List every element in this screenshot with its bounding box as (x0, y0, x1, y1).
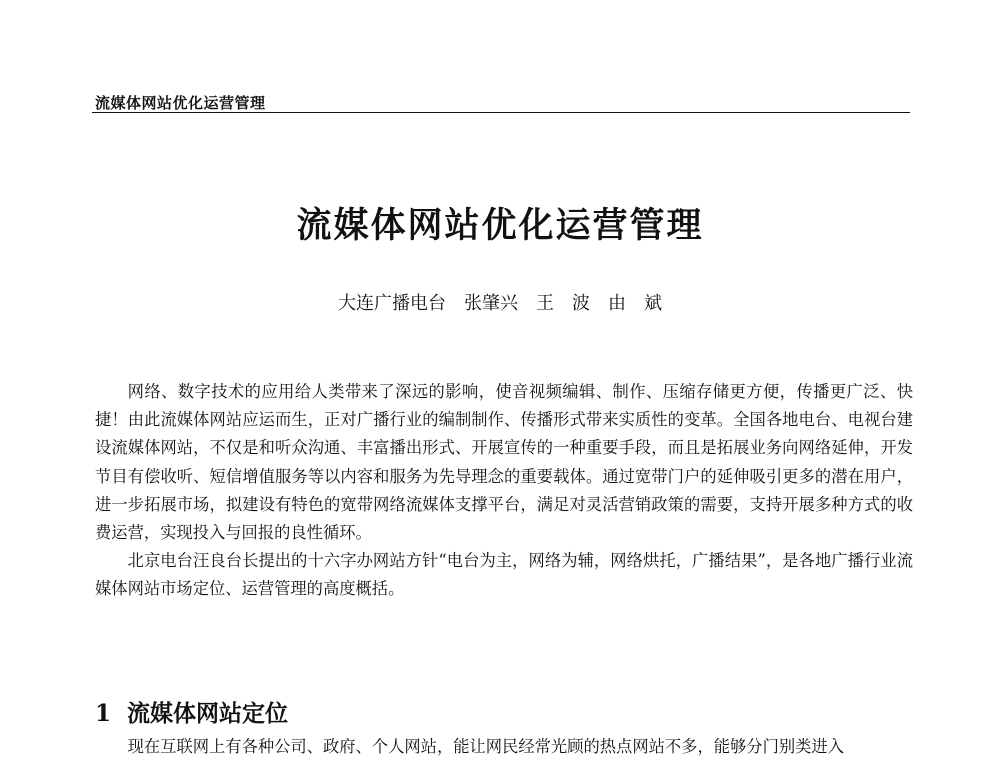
section-number: 1 (95, 700, 112, 727)
author-line: 大连广播电台 张肇兴 王 波 由 斌 (338, 293, 662, 314)
header-rule (92, 112, 910, 113)
section-heading (95, 695, 288, 728)
paragraph: 北京电台汪良台长提出的十六字办网站方针“电台为主，网络为辅，网络烘托，广播结果”，是各地广播行业流媒体网站市场定位、运营管理的高度概括。 (95, 551, 913, 599)
intro-body (95, 378, 913, 604)
paragraph: 网络、数字技术的应用给人类带来了深远的影响，使音视频编辑、制作、压缩存储更方便，传播更广泛、快捷！由此流媒体网站应运而生，正对广播行业的编制制作、传播形式带来实质性的变革。全国各地电台、电视台建设流媒体网站，不仅是和听众沟通、丰富播出形式、开展宣传的一种重要手段，而且是拓展业务向网络延伸，开发节目有偿收听、短信增值服务等以内容和服务为先导理念的重要载体。通过宽带门户的延伸吸引更多的潜在用户，进一步拓展市场，拟建设有特色的宽带网络流媒体支撑平台，满足对灵活营销政策的需要，支持开展多种方式的收费运营，实现投入与回报的良性循环。 (95, 382, 913, 543)
running-head: 流媒体网站优化运营管理 (95, 94, 266, 112)
article-title: 流媒体网站优化运营管理 (296, 205, 704, 246)
section-first-line: 现在互联网上有各种公司、政府、个人网站，能让网民经常光顾的热点网站不多，能够分门别类进入 (127, 737, 844, 756)
section-title: 流媒体网站定位 (127, 700, 288, 727)
